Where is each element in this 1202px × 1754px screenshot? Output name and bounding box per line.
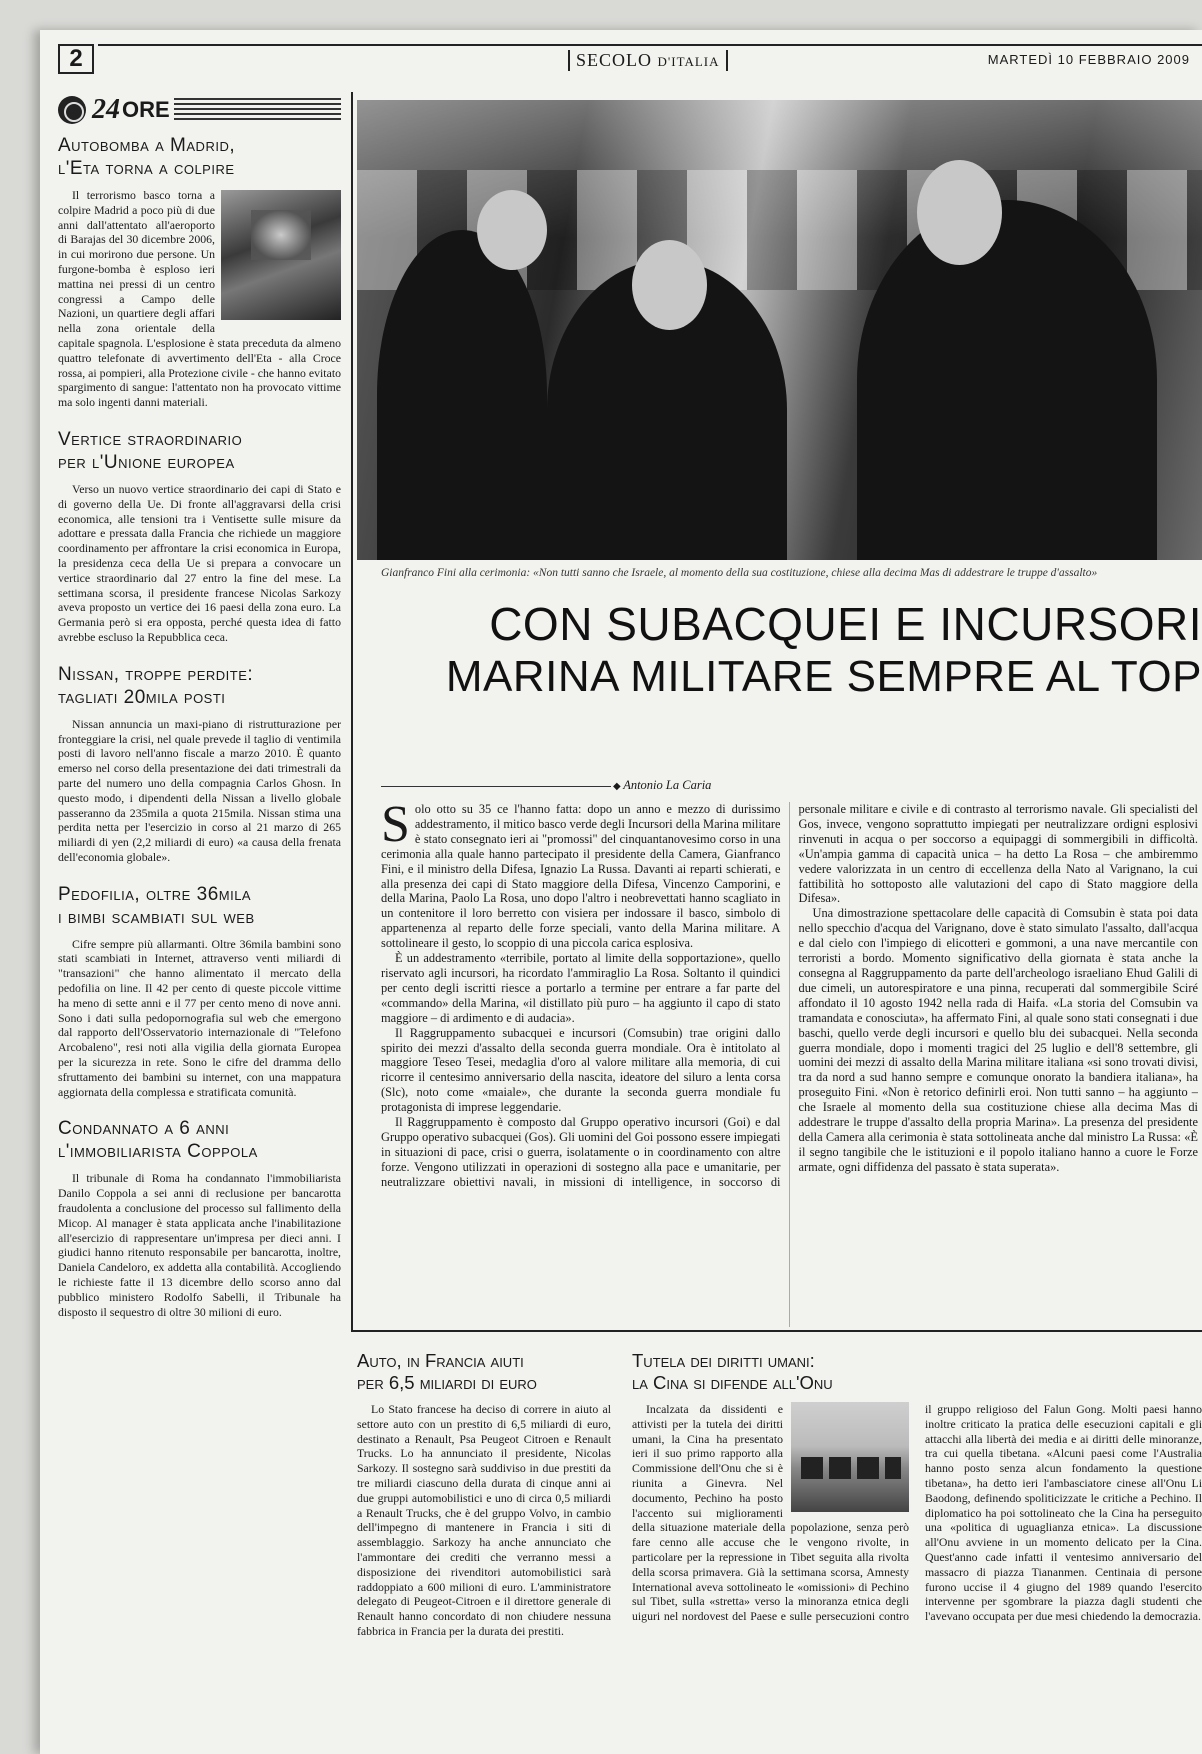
byline: ◆ Antonio La Caria (613, 778, 711, 793)
brief-text-columns (632, 1402, 1202, 1754)
brief-title-line-1: Auto, in Francia aiuti (357, 1350, 524, 1371)
brief-text: Lo Stato francese ha deciso di correre in aiuto al settore auto con un prestito di 6,5 miliardi di euro, destinato a Renault, Psa Peugeot Citroen e Renault Trucks. Lo ha annunciato il presidente, Nicolas Sarkozy. Il sostegno sarà suddiviso in due prestiti da tre miliardi ciascuno della durata di cinque anni ai due gruppi automobilistici e uno di circa 0,5 miliardi a Renault Trucks, che è del gruppo Volvo, in cambio dell'impegno di mantenere in Francia i siti di assemblaggio. Sarkozy ha anche annunciato che l'ammontare dei crediti che verranno messi a disposizione dei rivenditori automobilistici sarà raddoppiato a 600 milioni di euro. L'amministratore delegato di Peugeot-Citroen e il direttore generale di Renault hanno concordato di non chiudere nessuna fabbrica in Francia per la durata dei prestiti. (357, 1402, 611, 1638)
newspaper-name (568, 50, 728, 71)
photo-head-left (477, 190, 547, 270)
issue-date: MARTEDÌ 10 FEBBRAIO 2009 (987, 52, 1190, 67)
section-logo-lines (174, 98, 341, 122)
article-paragraph: Una dimostrazione spettacolare delle capacità di Comsubin è stata poi data nello specchio d'acqua del Varignano, dove è stato simulato l'assalto, dall'acqua e dal cielo con l'impiego di elicotteri e gommoni, a una nave mercantile con terroristi a bordo. Momento significativo della giornata è stata anche la consegna al Raggruppamento da parte dell'archeologo israeliano Ehud Galili di due cimeli, un autorespiratore e una pinna, recuperati dal sommergibile Sciré affondato il 10 agosto 1942 nella rada di Haifa. «La storia del Comsubin va tramandata e conosciuta», ha affermato Fini, al quale sono stati consegnati i due baschi, quello verde degli incursori e quello blu dei subacquei. Nella seconda guerra mondiale, dopo i momenti tragici del 25 luglio e dell'8 settembre, gli uomini dei mezzi di assalto della Marina militare italiana «si sono trovati divisi, tra da nord a sud hanno sempre e comunque onorato la bandiera italiana», ha proseguito Fini. «Non è retorico definirli eroi. Non tutti sanno – ha aggiunto – che Israele al momento della sua costituzione chiese alla decima Mas di addestrare le truppe d'assalto della propria Marina». La presenza del presidente della Camera alla cerimonia è stata sottolineata anche dal ministro La Russa: «È il segno tangibile che le istituzioni e il popolo italiano hanno a cuore le Forze armate, ogni diffidenza del passato è stata superata». (798, 906, 1198, 1174)
brief-nissan (58, 663, 341, 865)
brief-cina-onu (632, 1350, 1202, 1750)
brief-title-line-2: l'Eta torna a colpire (58, 158, 235, 179)
masthead (58, 40, 1202, 80)
brief-title-line-1: Nissan, troppe perdite: (58, 663, 254, 685)
brief-auto-france (351, 1350, 611, 1750)
ceremony-photo (357, 100, 1202, 560)
brief-coppola (58, 1117, 341, 1319)
brief-madrid (58, 134, 341, 410)
brief-eu-summit (58, 428, 341, 645)
article-paragraph-text: olo otto su 35 ce l'hanno fatta: dopo un anno e mezzo di durissimo addestramento, il mitico basco verde degli Incursori della Marina militare è stato consegnato ieri ai "promossi" del cinquantanovesimo corso in una cerimonia alla quale hanno partecipato il presidente della Camera, Gianfranco Fini, e il ministro della Difesa, Ignazio La Russa. Davanti ai reparti schierati, e alla presenza dei capi di Stato maggiore della Difesa, Vincenzo Camporini, e della Marina, Paolo La Rosa, uno dopo l'altro i neobrevettati hanno scagliato in un contenitore il loro berretto con visiera per indossare il basco, simbolo di appartenenza al reparto delle forze speciali, vanto della Marina militare. A sottolineare il gesto, lo scoppio di una piccola carica esplosiva. (381, 802, 781, 951)
brief-title (58, 663, 341, 709)
brief-text: Verso un nuovo vertice straordinario dei capi di Stato e di governo della Ue. Di fronte all'aggravarsi della crisi economica, alle tensioni tra i Ventisette sulle misure da adottare e pressata dalla Francia che richiede un maggiore coordinamento per affrontare la crisi economica in Europa, la presidenza ceca della Ue si prepara a convocare un vertice straordinario dal 27 entro la fine del mese. La settimana scorsa, il presidente francese Nicolas Sarkozy aveva proposto un vertice dei 16 paesi della zona euro. La Germania però si era opposta, perché questa idea di fatto avrebbe escluso la Repubblica ceca. (58, 481, 341, 644)
brief-text: Incalzata da dissidenti e attivisti per la tutela dei diritti umani, la Cina ha presentato ieri il suo primo rapporto alla Commissione dell'Onu che si è riunita a Ginevra. Nel documento, Pechino ha posto l'accento sui miglioramenti della situazione materiale della popolazione, senza però fare cenno alle accuse che le vengono rivolte, in particolare per la repressione in Tibet seguita alla rivolta della scorsa primavera. Già la settimana scorsa, Amnesty International aveva sottolineato le «omissioni» di Pechino sul Tibet, sulla «stretta» verso la minoranza etnica degli uiguri nel nordovest del Paese e sulle persecuzioni contro il gruppo religioso del Falun Gong. Molti paesi hanno inoltre criticato la pratica delle esecuzioni capitali e gli attacchi alla libertà dei media e ai diritti delle minoranze, tra cui quella tibetana. «Alcuni paesi come l'Australia hanno posto senza alcun fondamento la questione tibetana», ha detto ieri l'ambasciatore cinese all'Onu Li Baodong, definendo spoliticizzate le critiche a Pechino. Il diplomatico ha poi sottolineato che la Cina ha perseguito una «politica di uguaglianza etnica». La discussione all'Onu avviene in un momento delicato per la Cina. Quest'anno cade infatti il ventesimo anniversario del massacro di piazza Tiananmen. Centinaia di persone furono uccise il 4 giugno del 1989 quando l'esercito intervenne per sgombrare la piazza dagli studenti che l'avevano occupata per due mesi chiedendo la democrazia. (632, 1402, 1202, 1624)
car-bomb-photo (221, 190, 341, 320)
masthead-top-rule (98, 44, 1202, 46)
brief-title (632, 1350, 1202, 1394)
brief-title (357, 1350, 611, 1394)
photo-head-center (632, 240, 707, 330)
brief-title-line-2: per 6,5 miliardi di euro (357, 1372, 537, 1393)
photo-head-right (917, 160, 1002, 265)
page-number: 2 (58, 44, 94, 74)
newspaper-page (40, 30, 1202, 1754)
brief-title-line-1: Autobomba a Madrid, (58, 135, 236, 156)
photo-figure-right (857, 200, 1157, 560)
brief-title-line-2: la Cina si difende all'Onu (632, 1372, 833, 1393)
brief-text: Il tribunale di Roma ha condannato l'immobiliarista Danilo Coppola a sei anni di reclusione per bancarotta fraudolenta a conclusione del processo sul fallimento della Micop. Al manager è stata applicata anche l'inabilitazione all'esercizio di rappresentare un'impresa per dieci anni. I giudici hanno ritenuto responsabile per bancarotta, inoltre, Daniela Candeloro, ex addetta alla contabilità. Accogliendo le richieste fatte il 13 dicembre dello scorso anno dal pubblico ministero Rodolfo Sabelli, il Tribunale ha disposto il sequestro di oltre 30 milioni di euro. (58, 1171, 341, 1319)
brief-title (58, 883, 341, 929)
article-paragraph: È un addestramento «terribile, portato al limite della sopportazione», quello riservato agli incursori, ha ricordato l'ammiraglio La Rosa. Soltanto il quindici per cento degli iscritti riesce a portarlo a termine per entrare a far parte del «commando» della Marina, «il distillato più puro – ha aggiunto il capo di stato maggiore – di ardimento e di audacia». (381, 951, 781, 1025)
newspaper-name-main: SECOLO (576, 50, 653, 70)
photo-caption: Gianfranco Fini alla cerimonia: «Non tutti sanno che Israele, al momento della sua costituzione, chiese alla decima Mas di addestrare le truppe d'assalto» (381, 567, 1098, 579)
brief-title-line-1: Pedofilia, oltre 36mila (58, 883, 252, 905)
headline-line-2: MARINA MILITARE SEMPRE AL TOP (445, 652, 1202, 701)
globe-icon (58, 96, 86, 124)
brief-title-line-1: Tutela dei diritti umani: (632, 1350, 815, 1371)
feature-article (351, 92, 1202, 1332)
brief-title-line-2: i bimbi scambiati sul web (58, 906, 255, 928)
brief-title (58, 428, 341, 474)
section-logo-number: 24 (92, 94, 120, 125)
news-briefs-column (58, 92, 341, 1742)
brief-text: Cifre sempre più allarmanti. Oltre 36mila bambini sono stati scambiati in Internet, attraverso venti miliardi di "transazioni" che hanno alimentato il mercato della pedofilia on line. Il 42 per cento di queste piccole vittime ha meno di sette anni e il 77 per cento meno di nove anni. Sono i dati sulla pedopornografia sul web che emergono dal rapporto dell'Osservatorio internazionale di "Telefono Arcobaleno", resi noti alla vigilia della giornata Europea per la sicurezza in rete. Sono le cifre del dramma dello sfruttamento dei bambini su internet, con una mappatura aggiornata della complessa e stratificata comunità. (58, 936, 341, 1099)
brief-text: Nissan annuncia un maxi-piano di ristrutturazione per fronteggiare la crisi, nel quale prevede il taglio di ventimila posti di lavoro nell'anno fiscale a marzo 2010. È quanto emerso nel corso della presentazione dei dati trimestrali da parte del numero uno della compagnia Carlos Ghosn. In questo modo, i dipendenti della Nissan a livello globale passeranno da 235mila a quota 215mila. Nissan stima una perdita netta per l'esercizio in corso al 21 marzo di 265 miliardi di yen (2,2 miliardi di euro) «a causa della frenata dell'economia globale». (58, 716, 341, 864)
article-paragraph: Il Raggruppamento è composto dal Gruppo operativo incursori (Goi) e dal Gruppo operativo subacquei (Gos). Gli uomini del Goi possono essere impiegati in situazioni di pace, crisi o guerra, isolatamente o in coordinamento con altre forze. Vengono utilizzati in operazioni di sostegno alla pace e umanitarie, per neutralizzare obiettivi navali, in missioni di intelligence, in soccorso di personale militare e civile e di contrasto al terrorismo navale. Gli specialisti del Gos, invece, vengono soprattutto impiegati per neutralizzare ordigni esplosivi rinvenuti in acqua o per soccorso a equipaggi di sommergibili in difficoltà. «Un'ampia gamma di capacità unica – ha detto La Rosa – che ambiremmo vedere valorizzata in un centro di eccellenza della Nato al Varignano, la cui fattibilità ho sottoposto alle valutazioni del capo di Stato maggiore della Difesa». (381, 802, 1198, 1189)
brief-pedofilia (58, 883, 341, 1100)
photo-figure-left (377, 230, 547, 560)
byline-rule (381, 786, 611, 787)
brief-title-line-1: Vertice straordinario (58, 428, 243, 450)
brief-title-line-2: tagliati 20mila posti (58, 686, 226, 708)
brief-title-line-2: l'immobiliarista Coppola (58, 1141, 258, 1163)
article-paragraph: Il Raggruppamento subacquei e incursori (Comsubin) trae origini dallo spirito dei mezzi d'assalto della seconda guerra mondiale. Ora è intitolato al maggiore Teseo Tesei, medaglia d'oro al valore militare alla memoria, di cui ricorre il centesimo anniversario della nascita, ideatore del siluro a lenta corsa (Slc), noto come «maiale», che durante la seconda guerra mondiale fu protagonista di imprese leggendarie. (381, 1025, 781, 1115)
section-logo (58, 92, 341, 128)
newspaper-name-suffix: D'ITALIA (657, 54, 720, 69)
brief-title-line-2: per l'Unione europea (58, 451, 235, 473)
article-paragraph (381, 802, 781, 951)
section-logo-word: ORE (122, 97, 170, 122)
feature-headline (381, 597, 1202, 703)
brief-title-line-1: Condannato a 6 anni (58, 1118, 230, 1140)
brief-text: Il terrorismo basco torna a colpire Madrid a poco più di due anni dall'attentato all'aeroporto di Barajas del 30 dicembre 2006, in cui morirono due persone. Un furgone-bomba è esploso ieri mattina nei pressi di un centro congressi a Campo delle Nazioni, un quartiere degli affari nella zona orientale della capitale spagnola. L'esplosione è stata preceduta da almeno quattro telefonate di avvertimento dell'Eta - alla Croce rossa, ai pompieri, alla Protezione civile - che hanno evitato spargimento di sangue: l'attentato non ha provocato vittime ma solo ingenti danni materiali. (58, 188, 341, 410)
tiananmen-photo (791, 1402, 909, 1512)
feature-body (381, 802, 1198, 1327)
brief-title (58, 1117, 341, 1163)
brief-title (58, 134, 341, 180)
headline-line-1: CON SUBACQUEI E INCURSORI (489, 598, 1202, 650)
drop-cap: S (381, 802, 410, 853)
